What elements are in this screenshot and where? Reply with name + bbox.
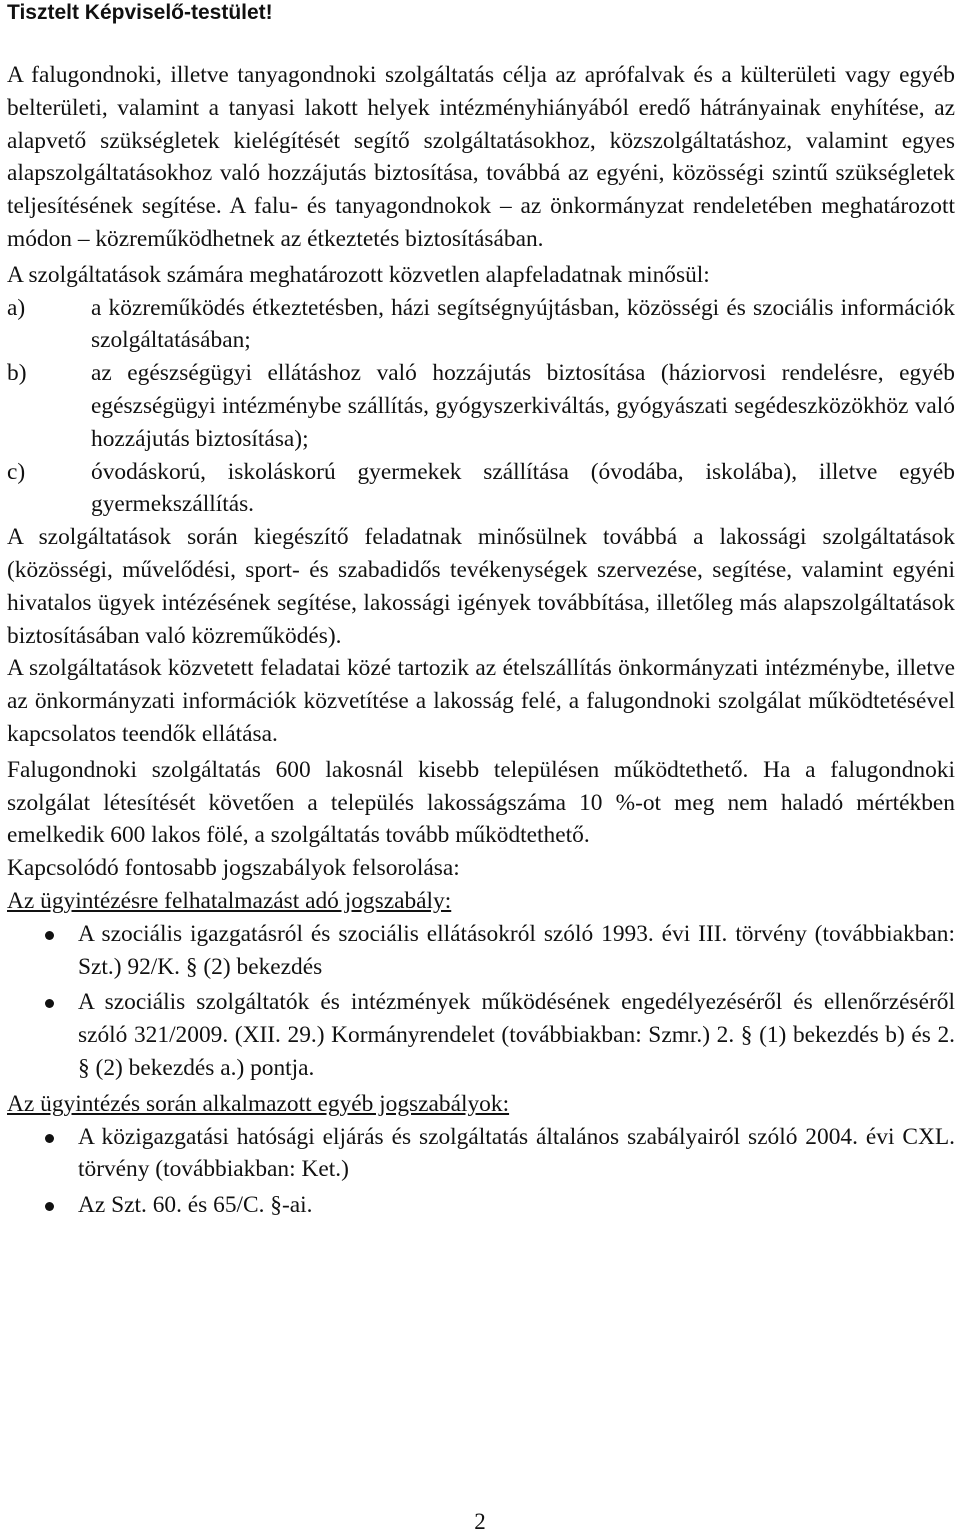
list-item-text: óvodáskorú, iskoláskorú gyermekek szállítása (óvodába, iskolába), illetve egyéb gyermekszállítás. [91,458,955,518]
list-item-text: A szociális igazgatásról és szociális ellátásokról szóló 1993. évi III. törvény (továbbiakban: Szt.) 92/K. § (2) bekezdés [78,920,955,980]
list-item [7,1121,955,1187]
page-number: 2 [474,1509,486,1534]
list-marker: b) [7,360,27,387]
list-marker: c) [7,458,26,485]
bullet-icon [45,931,54,940]
section-title-authorizing-law: Az ügyintézésre felhatalmazást adó jogszabály: [7,887,452,914]
bullet-icon [45,1134,54,1143]
paragraph-meals-text: A falu- és tanyagondnokok – az önkormányzat rendeletében meghatározott módon – közreműködhetnek az étkeztetés biztosításában. [7,193,955,252]
list-marker: a) [7,294,26,321]
list-item [7,357,955,455]
list-item-text: a közreműködés étkeztetésben, házi segítségnyújtásban, közösségi és szociális információk szolgáltatásában; [91,294,955,354]
paragraph-indirect-tasks: A szolgáltatások közvetett feladatai közé tartozik az ételszállítás önkormányzati intézménybe, illetve az önkormányzati információk közvetítése a lakosság felé, a falugondnoki szolgálat működtetésével kapcsolatos teendők ellátása. [7,655,955,747]
document-body [7,59,955,1222]
list-item [7,456,955,522]
paragraph-population-limit: Falugondnoki szolgáltatás 600 lakosnál kisebb településen működtethető. Ha a falugondnoki szolgálat létesítését követően a település lakosságszáma 10 %-ot meg nem haladó mértékben emelkedik 600 lakos fölé, a szolgáltatás tovább működtethető. [7,756,955,849]
paragraph-basic-tasks: A szolgáltatások számára meghatározott közvetlen alapfeladatnak minősül: [7,261,710,288]
paragraph-purpose-text: A falugondnoki, illetve tanyagondnoki szolgáltatás célja az aprófalvak és a külterületi vagy egyéb belterületi, valamint a tanyasi lakott helyek intézményhiányából eredő hátrányainak enyhítése, az alapvető szükségletek kielégítését segítő szolgáltatásokhoz, közszolgáltatáshoz, valamint egyes alapszolgáltatásokhoz való hozzájutás biztosítása, továbbá az egyéni, közösségi szintű szükségletek teljesítésének segítése. [7,62,955,220]
document-page [7,0,955,1225]
list-item-text: A szociális szolgáltatók és intézmények működésének engedélyezéséről és ellenőrzéséről szóló 321/2009. (XII. 29.) Kormányrendelet (továbbiakban: Szmr.) 2. § (1) bekezdés b) és 2. § (2) bekezdés a.) pontja. [78,989,955,1081]
bullet-icon [45,999,54,1008]
list-item [7,292,955,358]
list-item-text: A közigazgatási hatósági eljárás és szolgáltatás általános szabályairól szóló 2004. évi CXL. törvény (továbbiakban: Ket.) [78,1123,955,1183]
other-laws-list [7,1121,955,1222]
basic-tasks-list [7,292,955,522]
authorizing-law-list [7,918,955,1085]
bullet-icon [45,1202,54,1211]
section-title-other-laws: Az ügyintézés során alkalmazott egyéb jogszabályok: [7,1090,510,1117]
list-item [7,1189,955,1222]
list-item-text: Az Szt. 60. és 65/C. §-ai. [78,1192,313,1219]
list-item-text: az egészségügyi ellátáshoz való hozzájutás biztosítása (háziorvosi rendelésre, egyéb egészségügyi intézménybe szállítás, gyógyszerkiváltás, gyógyászati segédeszközökhöz való hozzájutás biztosítása); [91,360,955,452]
paragraph-legislation-intro: Kapcsolódó fontosabb jogszabályok felsorolása: [7,855,460,882]
list-item [7,918,955,984]
page-heading: Tisztelt Képviselő-testület! [7,1,273,24]
paragraph-purpose [7,59,955,256]
list-item [7,986,955,1084]
paragraph-supplementary-tasks: A szolgáltatások során kiegészítő feladatnak minősülnek továbbá a lakossági szolgáltatások (közösségi, művelődési, sport- és szabadidős tevékenységek szervezése, segítése, valamint egyéni hivatalos ügyek intézésének segítése, lakossági igények továbbítása, illetőleg más alapszolgáltatások biztosításában való közreműködés). [7,524,955,649]
